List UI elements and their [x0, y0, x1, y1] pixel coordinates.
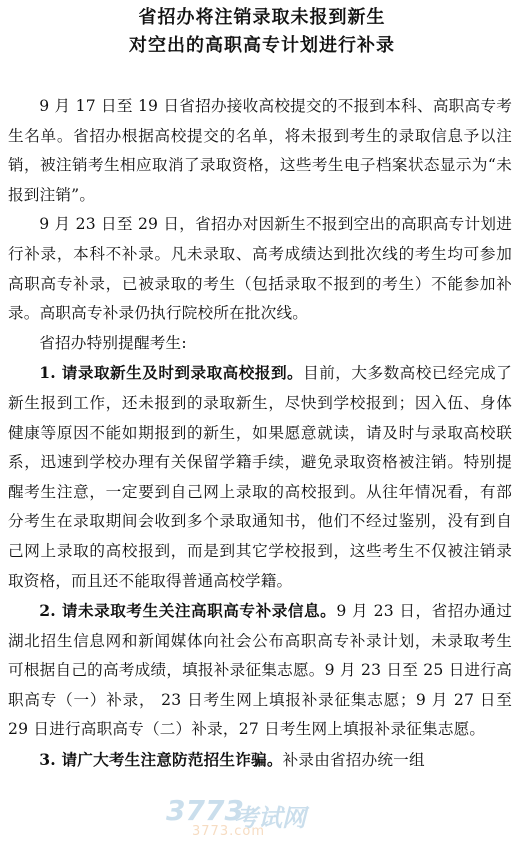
document-title-line-1: 省招办将注销录取未报到新生	[138, 7, 386, 28]
watermark-logo: 3773	[166, 794, 244, 827]
point-2-text: 9 月 23 日，省招办通过湖北招生信息网和新闻媒体向社会公布高职高专补录计划，未录取考生可根据自己的高考成绩，填报补录征集志愿。9 月 23 日至 25 日进行高职高专（一）补录， 23 日考生网上填报补录征集志愿；9 月 27 日至 29 日进行高职高专（二）补录，27 日考生网上填报补录征集志愿。	[8, 602, 513, 739]
paragraph-point-3	[8, 745, 512, 776]
point-2-heading: 2. 请未录取考生关注高职高专补录信息。	[39, 601, 337, 621]
point-1-heading: 1. 请录取新生及时到录取高校报到。	[39, 363, 304, 383]
paragraph-reminder-intro: 省招办特别提醒考生:	[39, 333, 187, 352]
paragraph-supplementary-admission: 9 月 23 日至 29 日，省招办对因新生不报到空出的高职高专计划进行补录，本科不补录。凡未录取、高考成绩达到批次线的考生均可参加高职高专补录，已被录取的考生（包括录取不报到的考生）不能参加补录。高职高专补录仍执行院校所在批次线。	[8, 215, 512, 323]
point-3-text: 补录由省招办统一组	[282, 751, 425, 770]
watermark-site-name: 考试网	[234, 804, 306, 832]
paragraph-point-2	[8, 596, 512, 745]
watermark-url: 3773.com	[192, 824, 265, 839]
document-body	[8, 92, 512, 776]
paragraph-point-1	[8, 358, 512, 596]
document-title-line-2: 对空出的高职高专计划进行补录	[129, 35, 395, 56]
paragraph-report-names: 9 月 17 日至 19 日省招办接收高校提交的不报到本科、高职高专考生名单。省招办根据高校提交的名单，将未报到考生的录取信息予以注销，被注销考生相应取消了录取资格，这些考生电子档案状态显示为“未报到注销”。	[8, 97, 512, 204]
point-3-heading: 3. 请广大考生注意防范招生诈骗。	[39, 750, 283, 770]
site-watermark	[166, 794, 356, 840]
point-1-text: 目前，大多数高校已经完成了新生报到工作，还未报到的录取新生，尽快到学校报到；因入伍、身体健康等原因不能如期报到的新生，如果愿意就读，请及时与录取高校联系，迅速到学校办理有关保留学籍手续，避免录取资格被注销。特别提醒考生注意，一定要到自己网上录取的高校报到。从往年情况看，有部分考生在录取期间会收到多个录取通知书，他们不经过鉴别，没有到自己网上录取的高校报到，而是到其它学校报到，这些考生不仅被注销录取资格，而且还不能取得普通高校学籍。	[8, 364, 512, 590]
